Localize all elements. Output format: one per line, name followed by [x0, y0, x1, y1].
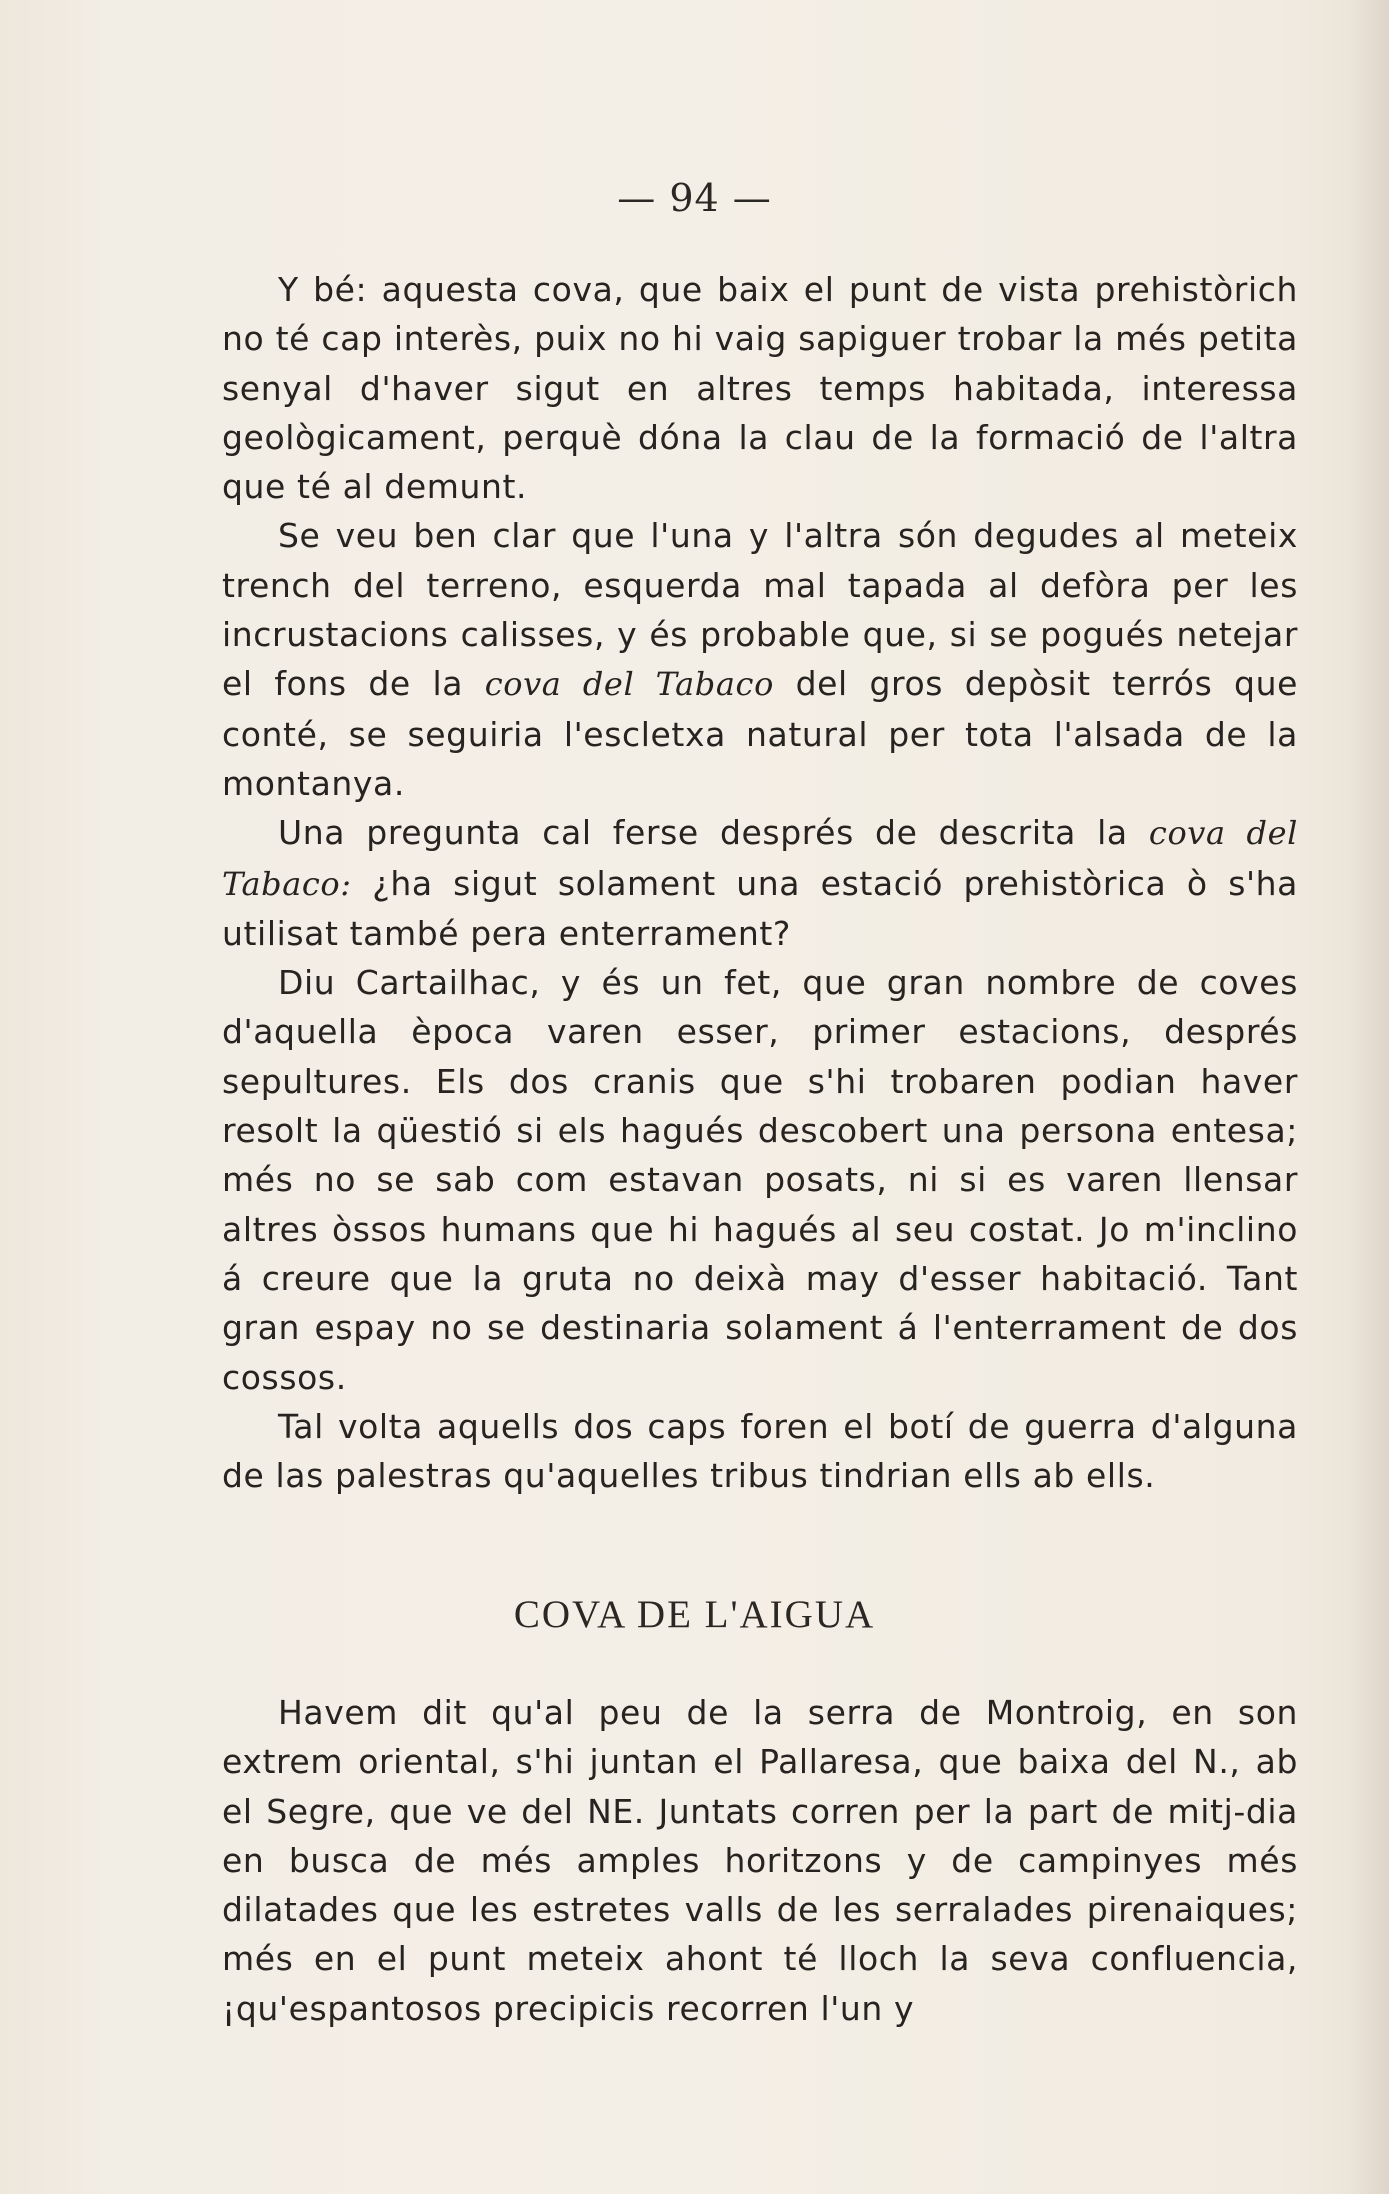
italic-term: cova del Tabaco: — [222, 814, 1298, 903]
paragraph: Tal volta aquells dos caps foren el botí de guerra d'alguna de las palestras qu'aquelles tribus tindrian ells ab ells. — [222, 1406, 1298, 1496]
paragraph: Una pregunta cal ferse després de descrita la cova del Tabaco: ¿ha sigut solament una estació prehistòrica ò s'ha utilisat també pera enterrament? — [222, 813, 1298, 953]
paragraph: Diu Cartailhac, y és un fet, que gran nombre de coves d'aquella època varen esser, primer estacions, després sepultures. Els dos cranis que s'hi trobaren podian haver resolt la qüestió si els hagués descobert una persona entesa; més no se sab com estavan posats, ni si es varen llensar altres òssos humans que hi hagués al seu costat. Jo m'inclino á creure que la gruta no deixà may d'esser habitació. Tant gran espay no se destinaria solament á l'enterrament de dos cossos. — [222, 963, 1298, 1397]
body-text — [222, 265, 1298, 1500]
italic-term: cova del Tabaco — [484, 665, 774, 704]
section-heading: COVA DE L'AIGUA — [513, 1593, 876, 1636]
paragraph: Y bé: aquesta cova, que baix el punt de vista prehistòrich no té cap interès, puix no hi vaig sapiguer trobar la més petita senyal d'haver sigut en altres temps habitada, interessa geològicament, perquè dóna la clau de la formació de l'altra que té al demunt. — [222, 270, 1298, 507]
page-number: — 94 — — [617, 176, 772, 220]
section-body-text — [222, 1688, 1298, 2033]
paragraph: Se veu ben clar que l'una y l'altra són degudes al meteix trench del terreno, esquerda mal tapada al defòra per les incrustacions calisses, y és probable que, si se pogués netejar el fons de la cova del Tabaco del gros depòsit terrós que conté, se seguiria l'escletxa natural per tota l'alsada de la montanya. — [222, 516, 1299, 803]
paragraph: Havem dit qu'al peu de la serra de Montroig, en son extrem oriental, s'hi juntan el Pallaresa, que baixa del N., ab el Segre, que ve del NE. Juntats corren per la part de mitj-dia en busca de més amples horitzons y de campinyes més dilatades que les estretes valls de les serralades pirenaiques; més en el punt meteix ahont té lloch la seva confluencia, ¡qu'espantosos precipicis recorren l'un y — [222, 1693, 1298, 2028]
